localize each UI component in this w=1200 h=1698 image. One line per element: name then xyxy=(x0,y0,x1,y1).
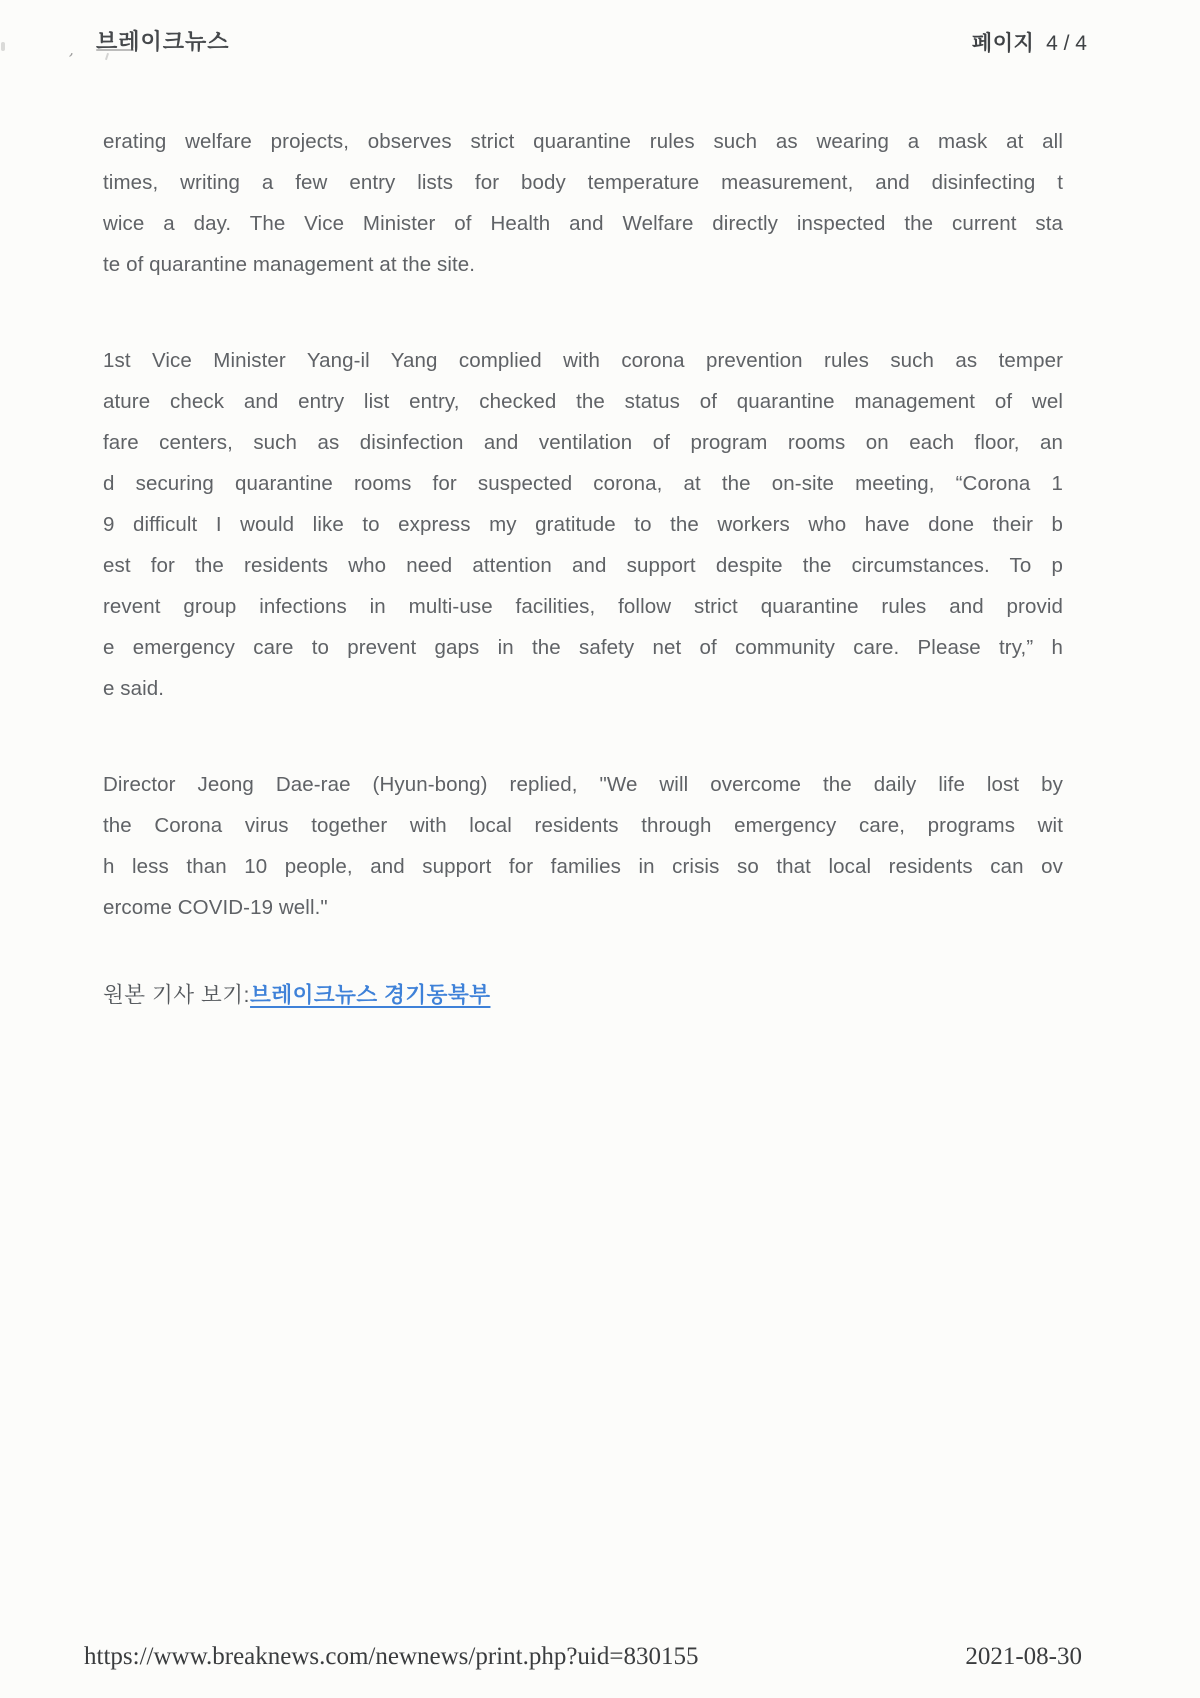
body-line: the Corona virus together with local residents through emergency care, programs wit xyxy=(103,814,1063,837)
source-article-link[interactable]: 브레이크뉴스 경기동북부 xyxy=(250,983,491,1007)
body-line: Director Jeong Dae-rae (Hyun-bong) replied, "We will overcome the daily life lost by xyxy=(103,773,1063,796)
footer-date: 2021-08-30 xyxy=(965,1643,1082,1670)
body-line: fare centers, such as disinfection and ventilation of program rooms on each floor, an xyxy=(103,431,1063,454)
paragraph-2 xyxy=(103,340,1063,709)
body-line: te of quarantine management at the site. xyxy=(103,253,476,276)
body-line: 9 difficult I would like to express my gratitude to the workers who have done their b xyxy=(103,513,1063,536)
body-line: e emergency care to prevent gaps in the safety net of community care. Please try,” h xyxy=(103,636,1063,659)
body-line: e said. xyxy=(103,677,165,700)
page-indicator-label: 페이지 xyxy=(971,32,1035,55)
brand-logo: 브레이크뉴스 xyxy=(96,29,230,54)
page-indicator-value: 4 / 4 xyxy=(1046,32,1087,55)
page-indicator xyxy=(972,27,1087,57)
body-line: est for the residents who need attention and support despite the circumstances. To p xyxy=(103,554,1063,577)
source-prefix-label: 원본 기사 보기: xyxy=(103,983,251,1007)
body-line: h less than 10 people, and support for families in crisis so that local residents can ov xyxy=(103,855,1063,878)
scan-artifact-edge xyxy=(1,42,5,51)
body-line: wice a day. The Vice Minister of Health and Welfare directly inspected the current sta xyxy=(103,212,1063,235)
article-body xyxy=(103,121,1063,1016)
body-line: times, writing a few entry lists for body temperature measurement, and disinfecting t xyxy=(103,171,1063,194)
body-line: 1st Vice Minister Yang-il Yang complied with corona prevention rules such as temper xyxy=(103,349,1063,372)
paragraph-1 xyxy=(103,121,1063,285)
body-line: erating welfare projects, observes strict quarantine rules such as wearing a mask at all xyxy=(103,130,1063,153)
body-line: revent group infections in multi-use facilities, follow strict quarantine rules and provid xyxy=(103,595,1063,618)
paragraph-3 xyxy=(103,764,1063,928)
footer-url: https://www.breaknews.com/newnews/print.php?uid=830155 xyxy=(84,1643,699,1670)
source-link-line xyxy=(103,975,1063,1016)
body-line: ercome COVID-19 well." xyxy=(103,896,328,919)
scan-artifact-comma: , xyxy=(68,39,78,60)
body-line: ature check and entry list entry, checked the status of quarantine management of wel xyxy=(103,390,1063,413)
body-line: d securing quarantine rooms for suspected corona, at the on-site meeting, “Corona 1 xyxy=(103,472,1063,495)
page-footer xyxy=(84,1643,1082,1671)
